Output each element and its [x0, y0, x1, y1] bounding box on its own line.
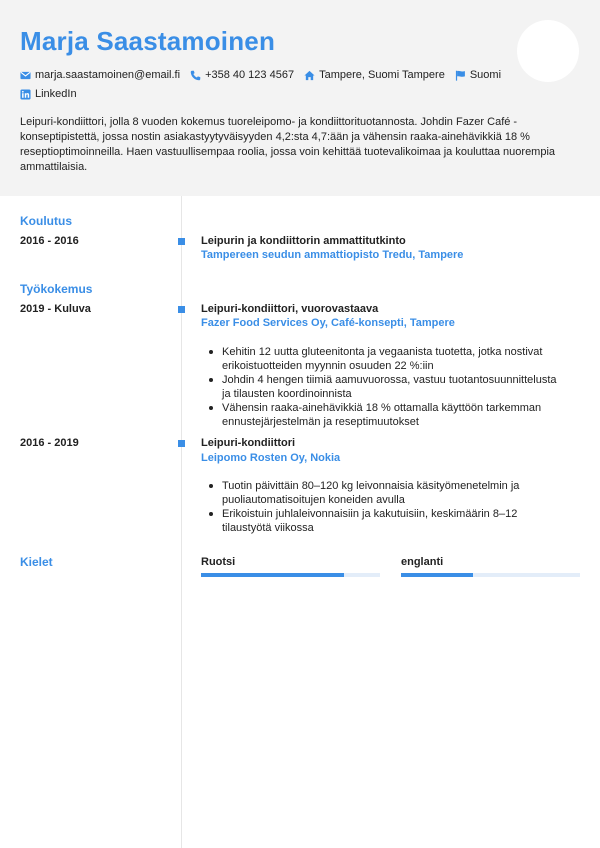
experience-1-role: Leipuri-kondiittori, vuorovastaava — [201, 303, 379, 315]
contact-linkedin[interactable] — [20, 88, 77, 100]
linkedin-icon — [20, 89, 31, 100]
header-band — [0, 0, 600, 196]
experience-1-company: Fazer Food Services Oy, Café-konsepti, Tampere — [201, 317, 455, 329]
language-2-level-bar — [401, 573, 580, 577]
timeline-marker — [178, 238, 185, 245]
contact-row-1 — [20, 69, 501, 81]
profile-photo-placeholder — [517, 20, 579, 82]
contact-row-2 — [20, 88, 77, 100]
education-dates: 2016 - 2016 — [20, 235, 79, 247]
contact-country — [455, 69, 501, 81]
email-text: marja.saastamoinen@email.fi — [35, 69, 181, 81]
contact-email[interactable] — [20, 69, 180, 81]
profile-summary: Leipuri-kondiittori, jolla 8 vuoden kokemus tuoreleipomo- ja kondiittorituotannosta. Johdin Fazer Café -konseptipistettä, jossa nostin asiakastyytyväisyyden 4,2:sta 4,7:ään ja vähensin raaka-ainehävikkiä 18 % reseptioptimoinneilla. Haen vastuullisempaa roolia, jossa voin kehittää tuotevalikoimaa ja kouluttaa nuorempia ammattilaisia. — [20, 116, 556, 173]
language-1-name: Ruotsi — [201, 556, 236, 568]
experience-2-role: Leipuri-kondiittori — [201, 437, 296, 449]
experience-1-dates: 2019 - Kuluva — [20, 303, 91, 315]
experience-2-dates: 2016 - 2019 — [20, 437, 79, 449]
home-icon — [304, 70, 315, 81]
timeline-marker — [178, 306, 185, 313]
linkedin-text: LinkedIn — [35, 88, 77, 100]
language-2-name: englanti — [401, 556, 444, 568]
country-text: Suomi — [469, 69, 502, 81]
address-text: Tampere, Suomi Tampere — [319, 69, 445, 81]
candidate-name: Marja Saastamoinen — [20, 26, 276, 56]
phone-text: +358 40 123 4567 — [205, 69, 295, 81]
language-2-level-fill — [401, 573, 473, 577]
list-item: Erikoistuin juhlaleivonnaisiin ja kakutuisiin, keskimäärin 8–12 tilaustyötä viikossa — [222, 507, 562, 535]
education-school: Tampereen seudun ammattiopisto Tredu, Tampere — [201, 249, 464, 261]
phone-icon — [190, 70, 201, 81]
timeline-marker — [178, 440, 185, 447]
list-item: Johdin 4 hengen tiimiä aamuvuorossa, vastuu tuotantosuunnittelusta ja tilausten koordinoinnista — [222, 373, 562, 401]
section-title-education: Koulutus — [20, 214, 72, 228]
contact-address — [304, 69, 445, 81]
experience-2-company: Leipomo Rosten Oy, Nokia — [201, 452, 341, 464]
section-title-experience: Työkokemus — [20, 282, 93, 296]
list-item: Vähensin raaka-ainehävikkiä 18 % ottamalla käyttöön tarkemman ennustejärjestelmän ja reseptimuutokset — [222, 401, 562, 429]
list-item: Kehitin 12 uutta gluteenitonta ja vegaanista tuotetta, jotka nostivat erikoistuotteiden myynnin osuuden 22 %:iin — [222, 345, 562, 373]
timeline-divider — [181, 196, 182, 848]
list-item: Tuotin päivittäin 80–120 kg leivonnaisia käsityömenetelmin ja puoliautomatisoitujen koneiden avulla — [222, 479, 562, 507]
envelope-icon — [20, 70, 31, 81]
flag-icon — [455, 70, 466, 81]
experience-1-bullets — [222, 345, 562, 429]
experience-2-bullets — [222, 479, 562, 535]
language-1-level-fill — [201, 573, 344, 577]
language-1-level-bar — [201, 573, 380, 577]
contact-phone[interactable] — [190, 69, 294, 81]
education-degree: Leipurin ja kondiittorin ammattitutkinto — [201, 235, 406, 247]
section-title-languages: Kielet — [20, 555, 53, 569]
